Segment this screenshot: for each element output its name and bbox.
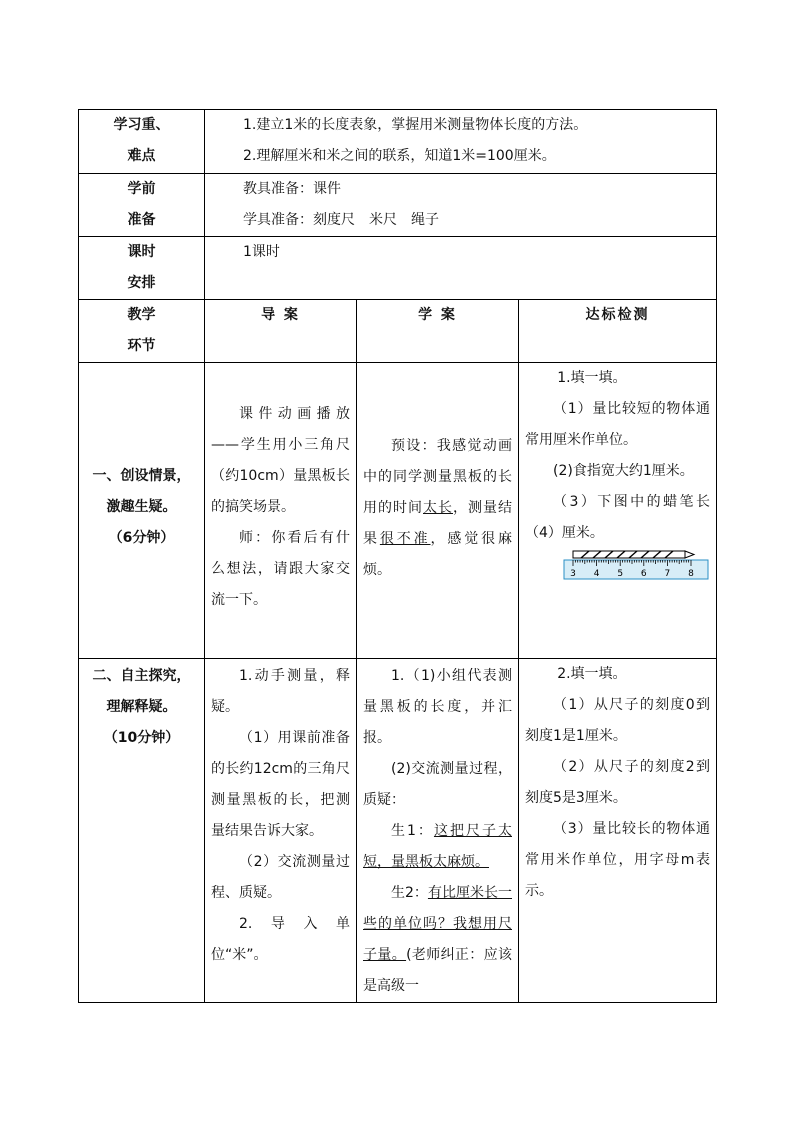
ruler-tick-label: 5 <box>617 569 624 579</box>
stage1-check-q2: (2)食指宽大约1厘米。 <box>553 463 694 479</box>
focus-content <box>205 110 717 174</box>
label-line: 学习重、 <box>113 117 170 133</box>
label-line: 理解释疑。 <box>106 699 177 715</box>
label-stage-header <box>79 300 205 363</box>
stage1-check-q3: （3）下图中的蜡笔长（4）厘米。 <box>525 494 711 541</box>
stage1-guide <box>205 363 357 659</box>
underlined-text: 有比厘米长一些的单位吗？我想用尺子量。 <box>363 885 512 963</box>
underlined-text: 很不准 <box>379 531 431 547</box>
stage2-check <box>519 659 717 1003</box>
label-line: 教学 <box>127 307 156 323</box>
stage2-guide-p4: 2.导入单位“米”。 <box>211 916 350 963</box>
stage2-guide-p3: （2）交流测量过程、质疑。 <box>211 854 350 901</box>
stage1-check-title: 1.填一填。 <box>557 370 627 386</box>
text: ，测量结果 <box>363 500 512 547</box>
stage1-check <box>519 363 717 659</box>
row-stage-2 <box>79 659 717 1003</box>
text: ，感觉很麻烦。 <box>363 531 512 578</box>
stage1-guide-p1: 课件动画播放——学生用小三角尺（约10cm）量黑板长的搞笑场景。 <box>211 406 350 515</box>
stage2-check-q2: （2）从尺子的刻度2到刻度5是3厘米。 <box>525 759 711 806</box>
stage2-check-title: 2.填一填。 <box>557 666 627 682</box>
stage2-check-q3: （3）量比较长的物体通常用米作单位，用字母m表示。 <box>525 821 711 899</box>
text: 生2： <box>391 885 428 901</box>
label-line: 准备 <box>127 212 156 228</box>
text: (老师纠正：应该是高级一 <box>363 947 512 994</box>
row-header <box>79 300 717 363</box>
label-line: 二、自主探究， <box>92 668 191 684</box>
label-line: （10分钟） <box>103 730 180 746</box>
label-line: 激趣生疑。 <box>106 499 177 515</box>
stage2-guide <box>205 659 357 1003</box>
label-line: 学前 <box>127 181 156 197</box>
ruler-tick-label: 6 <box>640 569 647 579</box>
row-stage-1 <box>79 363 717 659</box>
label-line: 一、创设情景， <box>92 468 191 484</box>
stage2-guide-p2: （1）用课前准备的长约12cm的三角尺测量黑板的长，把测量结果告诉大家。 <box>211 730 350 839</box>
time-line-1: 1课时 <box>243 244 280 260</box>
ruler-tick-label: 4 <box>593 569 600 579</box>
label-time <box>79 237 205 300</box>
label-stage-1 <box>79 363 205 659</box>
stage1-study-p1 <box>363 431 512 586</box>
stage1-check-q1: （1）量比较短的物体通常用厘米作单位。 <box>525 401 711 448</box>
stage1-guide-p2: 师：你看后有什么想法，请跟大家交流一下。 <box>211 530 350 608</box>
text: 生1： <box>391 823 434 839</box>
underlined-text: 这把尺子太短，量黑板太麻烦。 <box>363 823 512 870</box>
col-guide-header: 导 案 <box>205 300 357 363</box>
label-focus <box>79 110 205 174</box>
col-check-header: 达标检测 <box>519 300 717 363</box>
label-line: 安排 <box>127 275 156 291</box>
col-study-header: 学 案 <box>357 300 519 363</box>
prep-line-2: 学具准备：刻度尺 米尺 绳子 <box>243 212 439 228</box>
ruler-tick-label: 8 <box>688 569 694 579</box>
lesson-plan-table <box>78 109 717 1003</box>
time-content <box>205 237 717 300</box>
label-line: 难点 <box>127 148 156 164</box>
underlined-text: 太长 <box>423 500 453 516</box>
stage2-check-q1: （1）从尺子的刻度0到刻度1是1厘米。 <box>525 697 711 744</box>
label-prep <box>79 174 205 237</box>
focus-line-1: 1.建立1米的长度表象，掌握用米测量物体长度的方法。 <box>243 117 588 133</box>
ruler-tick-label: 7 <box>664 569 671 579</box>
stage2-study-p1: 1.（1)小组代表测量黑板的长度，并汇报。 <box>363 668 512 746</box>
stage2-study-p3 <box>363 816 512 878</box>
stage2-study-p4 <box>363 878 512 1002</box>
stage2-guide-p1: 1.动手测量，释疑。 <box>211 668 350 715</box>
crayon-tip <box>685 551 694 558</box>
stage2-study-p2: (2)交流测量过程，质疑： <box>363 761 512 808</box>
row-time <box>79 237 717 300</box>
prep-line-1: 教具准备：课件 <box>243 181 341 197</box>
row-prep <box>79 174 717 237</box>
row-focus <box>79 110 717 174</box>
stage2-study <box>357 659 519 1003</box>
prep-content <box>205 174 717 237</box>
stage1-study <box>357 363 519 659</box>
label-line: 课时 <box>127 244 156 260</box>
label-stage-2 <box>79 659 205 1003</box>
text: 预设：我感觉动画中的同学测量黑板的长用的时间 <box>363 438 512 516</box>
label-line: 环节 <box>127 338 156 354</box>
crayon-ruler-figure <box>563 549 711 581</box>
label-line: （6分钟） <box>108 530 175 546</box>
ruler-body <box>564 560 708 579</box>
focus-line-2: 2.理解厘米和米之间的联系，知道1米=100厘米。 <box>243 148 556 164</box>
ruler-tick-label: 3 <box>570 569 576 579</box>
